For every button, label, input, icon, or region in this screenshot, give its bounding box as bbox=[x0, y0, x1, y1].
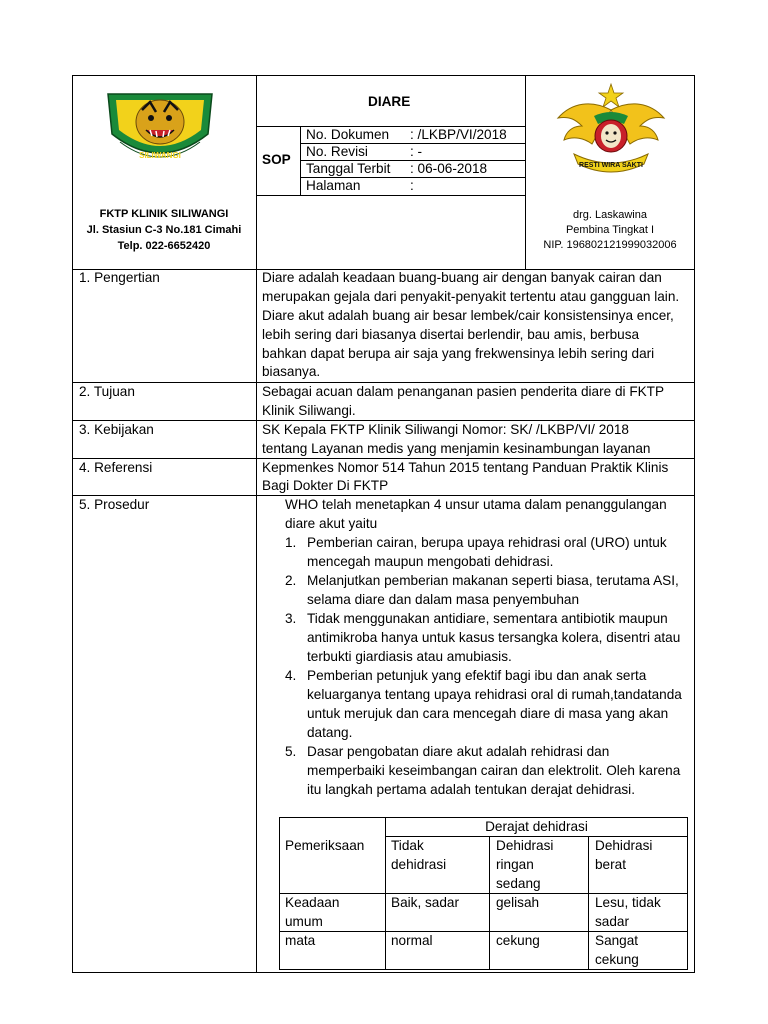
step-text: terbukti giardiasis atau amubiasis. bbox=[307, 649, 512, 664]
page-value: : bbox=[410, 178, 414, 193]
table-subheader: Tidak bbox=[391, 838, 424, 853]
step-text: itu langkah pertama adalah tentukan derajat dehidrasi. bbox=[307, 782, 635, 797]
doc-number-value: : /LKBP/VI/2018 bbox=[410, 127, 507, 142]
section-text: Diare adalah keadaan buang-buang air dengan banyak cairan dan bbox=[262, 270, 662, 285]
section-text: bahkan dapat berupa air saja yang frekwensinya lebih sering dari bbox=[262, 346, 655, 361]
table-header-derajat: Derajat dehidrasi bbox=[485, 819, 588, 834]
step-text: untuk merujuk dan cara mencegah diare di masa yang akan bbox=[307, 706, 669, 721]
step-text: selama diare dan dalam masa penyembuhan bbox=[307, 592, 580, 607]
signatory-nip: NIP. 196802121999032006 bbox=[543, 239, 677, 251]
section-text: SK Kepala FKTP Klinik Siliwangi Nomor: SK/ /LKBP/VI/ 2018 bbox=[262, 422, 629, 437]
issue-date-value: : 06-06-2018 bbox=[410, 161, 488, 176]
table-header-pemeriksaan: Pemeriksaan bbox=[285, 838, 365, 853]
procedure-intro: diare akut yaitu bbox=[285, 516, 378, 531]
doc-number-label: No. Dokumen bbox=[306, 127, 390, 142]
section-text: Diare akut adalah buang air besar lembek/cair konsistensinya encer, bbox=[262, 308, 674, 323]
step-text: Pemberian petunjuk yang efektif bagi ibu dan anak serta bbox=[307, 668, 647, 683]
table-cell: Baik, sadar bbox=[391, 895, 460, 910]
table-cell: cekung bbox=[595, 952, 639, 967]
procedure-intro: WHO telah menetapkan 4 unsur utama dalam penanggulangan bbox=[285, 497, 667, 512]
section-text: Bagi Dokter Di FKTP bbox=[262, 478, 389, 493]
section-label-tujuan: 2. Tujuan bbox=[79, 384, 135, 399]
document-title: DIARE bbox=[368, 94, 411, 109]
siliwangi-emblem bbox=[104, 88, 216, 172]
garuda-emblem bbox=[552, 80, 670, 180]
section-text: Kepmenkes Nomor 514 Tahun 2015 tentang Panduan Praktik Klinis bbox=[262, 460, 669, 475]
signatory-name: drg. Laskawina bbox=[573, 209, 647, 221]
step-text: Dasar pengobatan diare akut adalah rehidrasi dan bbox=[307, 744, 610, 759]
step-text: Tidak menggunakan antidiare, sementara antibiotik maupun bbox=[307, 611, 668, 626]
table-cell: Lesu, tidak bbox=[595, 895, 661, 910]
org-phone: Telp. 022-6652420 bbox=[117, 240, 211, 252]
table-subheader: berat bbox=[595, 857, 626, 872]
org-name: FKTP KLINIK SILIWANGI bbox=[99, 208, 229, 220]
issue-date-label: Tanggal Terbit bbox=[306, 161, 391, 176]
step-text: mencegah maupun mengobati dehidrasi. bbox=[307, 554, 554, 569]
sop-label: SOP bbox=[262, 152, 291, 167]
section-label-referensi: 4. Referensi bbox=[79, 460, 153, 475]
section-text: Klinik Siliwangi. bbox=[262, 403, 356, 418]
revision-value: : - bbox=[410, 144, 423, 159]
step-number: 5. bbox=[285, 744, 297, 759]
page-label: Halaman bbox=[306, 178, 361, 193]
section-text: biasanya. bbox=[262, 364, 321, 379]
step-number: 3. bbox=[285, 611, 297, 626]
table-subheader: dehidrasi bbox=[391, 857, 447, 872]
section-label-pengertian: 1. Pengertian bbox=[79, 270, 160, 285]
signatory-rank: Pembina Tingkat I bbox=[565, 224, 655, 236]
table-subheader: ringan bbox=[496, 857, 534, 872]
table-row-label: mata bbox=[285, 933, 316, 948]
table-row-label: Keadaan bbox=[285, 895, 340, 910]
step-text: memperbaiki keseimbangan cairan dan elektrolit. Oleh karena bbox=[307, 763, 681, 778]
section-text: Sebagai acuan dalam penanganan pasien penderita diare di FKTP bbox=[262, 384, 665, 399]
table-subheader: Dehidrasi bbox=[496, 838, 554, 853]
table-cell: gelisah bbox=[496, 895, 540, 910]
step-text: Melanjutkan pemberian makanan seperti biasa, terutama ASI, bbox=[307, 573, 679, 588]
step-number: 1. bbox=[285, 535, 297, 550]
svg-text:RESTI WIRA SAKTI: RESTI WIRA SAKTI bbox=[579, 162, 643, 169]
table-row-label: umum bbox=[285, 914, 323, 929]
table-cell: normal bbox=[391, 933, 433, 948]
table-cell: Sangat bbox=[595, 933, 639, 948]
table-subheader: Dehidrasi bbox=[595, 838, 653, 853]
step-text: Pemberian cairan, berupa upaya rehidrasi oral (URO) untuk bbox=[307, 535, 667, 550]
section-label-kebijakan: 3. Kebijakan bbox=[79, 422, 154, 437]
step-number: 2. bbox=[285, 573, 297, 588]
step-text: keluarganya tentang upaya rehidrasi oral di rumah,tandatanda bbox=[307, 687, 682, 702]
table-cell: cekung bbox=[496, 933, 540, 948]
step-number: 4. bbox=[285, 668, 297, 683]
step-text: antimikroba hanya untuk kasus tersangka kolera, disentri atau bbox=[307, 630, 681, 645]
table-subheader: sedang bbox=[496, 876, 541, 891]
section-text: tentang Layanan medis yang menjamin kesinambungan layanan bbox=[262, 441, 651, 456]
org-address: Jl. Stasiun C-3 No.181 Cimahi bbox=[86, 224, 242, 236]
revision-label: No. Revisi bbox=[306, 144, 368, 159]
section-text: lebih sering dari biasanya disertai berlendir, bau amis, berbusa bbox=[262, 327, 640, 342]
step-text: datang. bbox=[307, 725, 353, 740]
section-text: merupakan gejala dari penyakit-penyakit tertentu atau gangguan lain. bbox=[262, 289, 680, 304]
section-label-prosedur: 5. Prosedur bbox=[79, 497, 150, 512]
table-cell: sadar bbox=[595, 914, 630, 929]
svg-text:SILIWANGI: SILIWANGI bbox=[139, 151, 181, 160]
